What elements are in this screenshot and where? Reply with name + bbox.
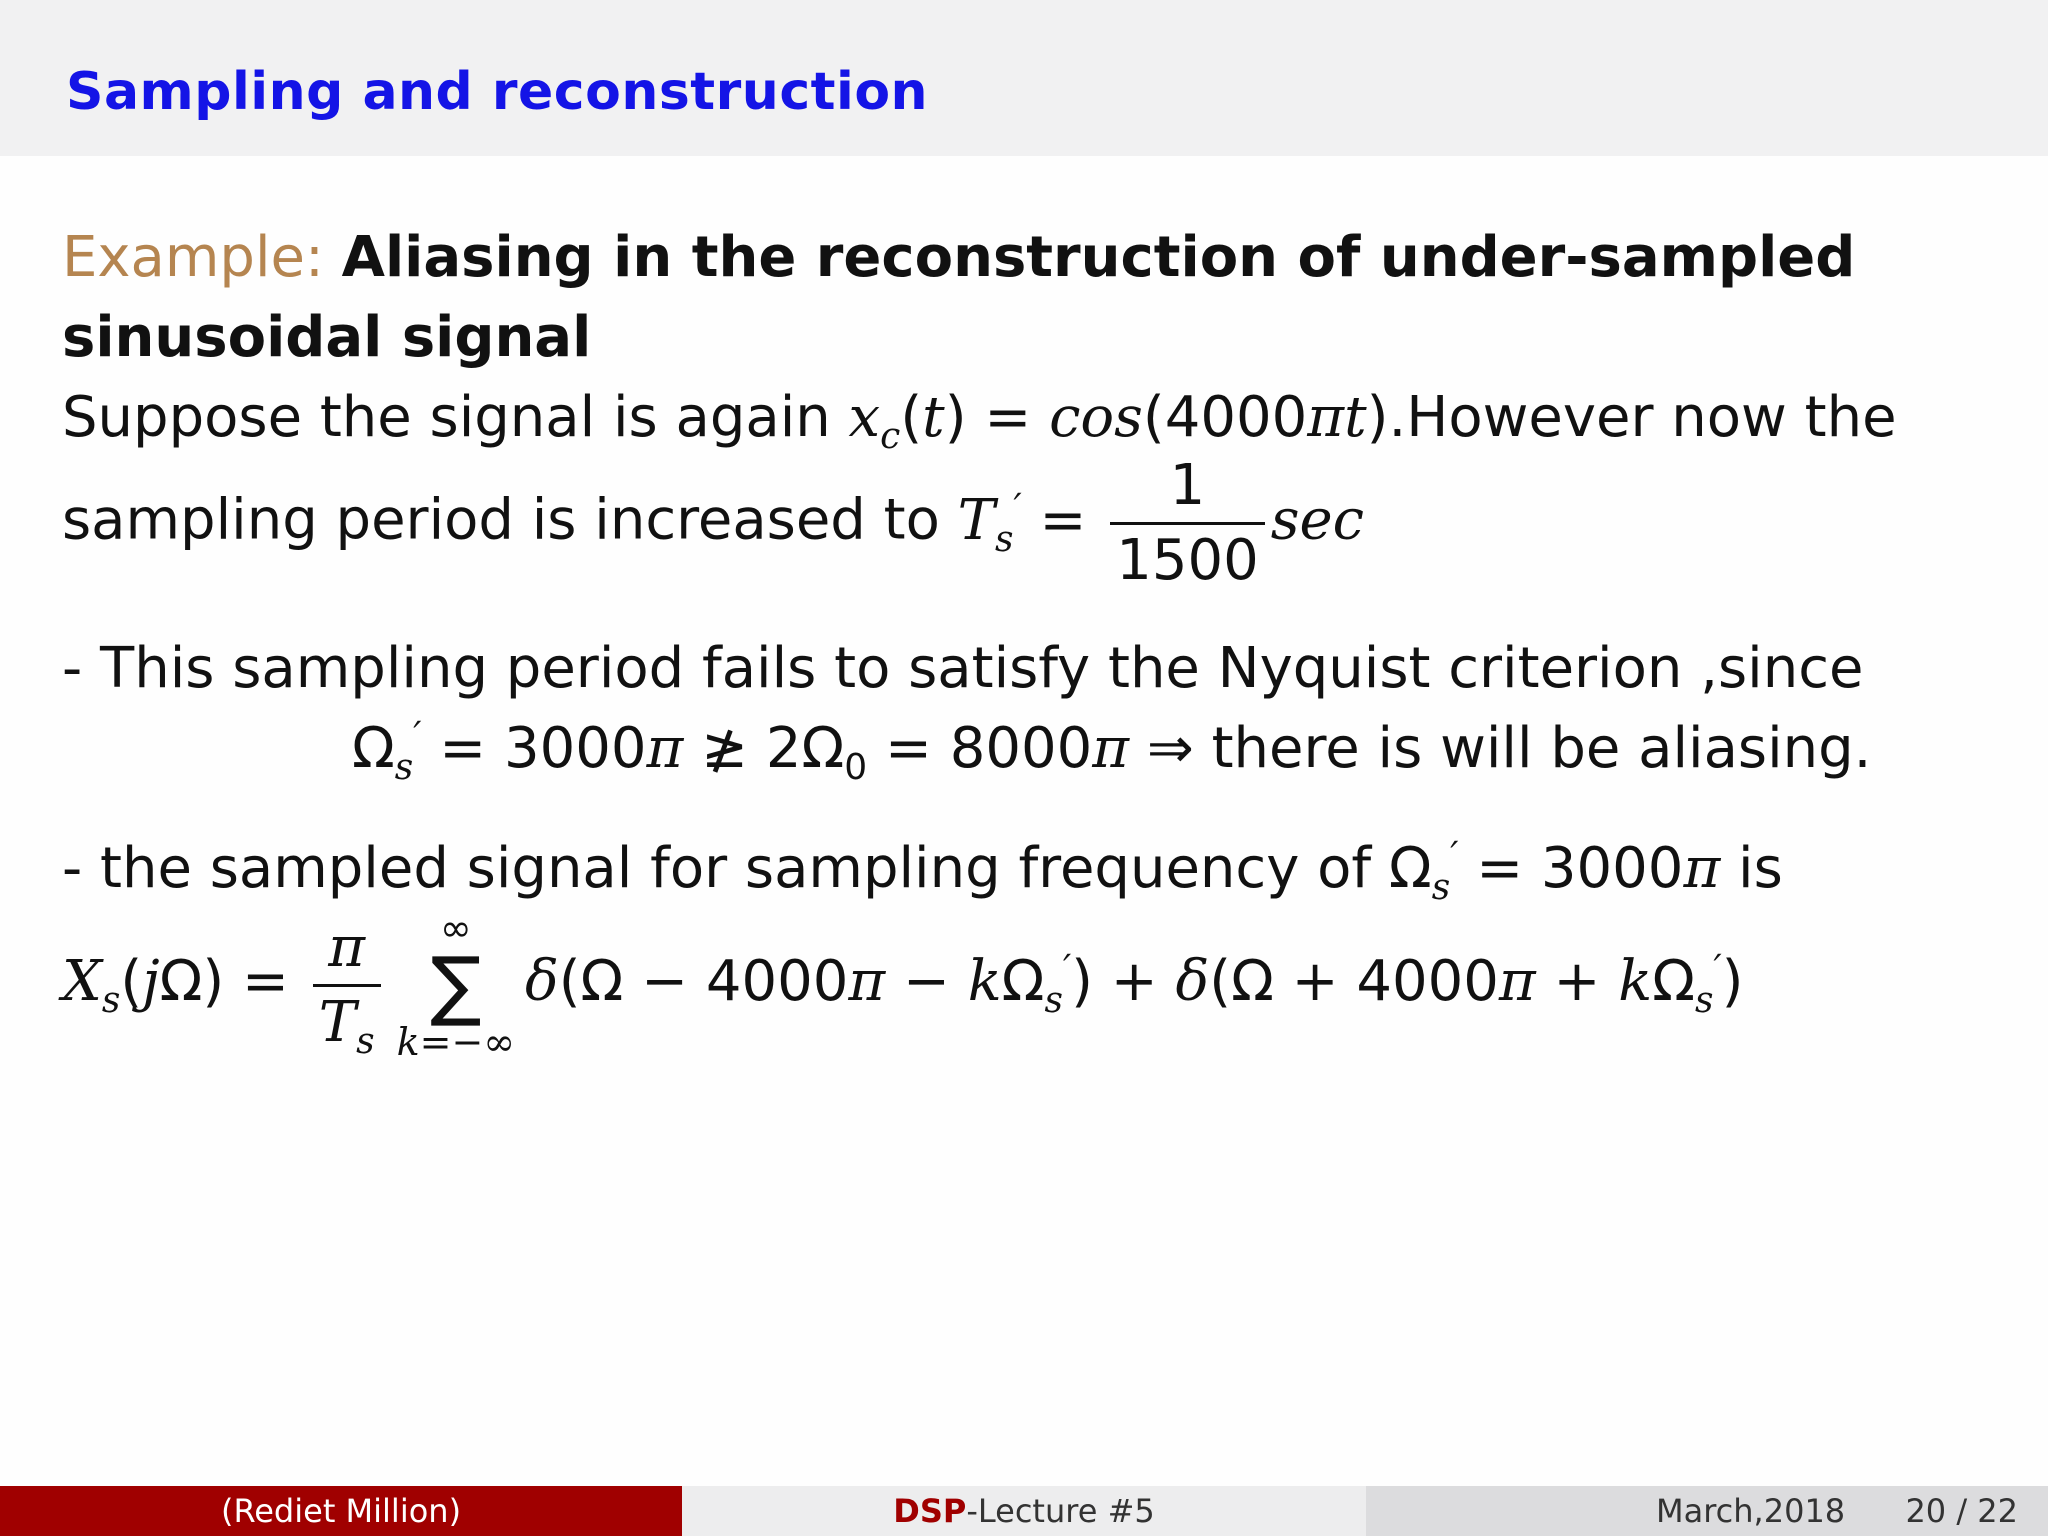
- footer-date: March,2018: [1656, 1492, 1846, 1530]
- fraction-denominator: 1500: [1110, 522, 1265, 589]
- bullet2-tail: is: [1720, 836, 1783, 901]
- example-title: Aliasing in the reconstruction of under-sampled sinusoidal signal: [62, 225, 1856, 370]
- example-label: Example:: [62, 225, 324, 290]
- footer-author: (Rediet Million): [0, 1486, 682, 1536]
- pi-over-ts: $\frac{\pi}{T_s}$: [313, 920, 381, 1051]
- sampling-frequency: $\Omega_s' = 3000\pi$: [1388, 835, 1721, 909]
- summation-operator: ∞ ∑ k=−∞: [396, 906, 515, 1064]
- footer-title-rest: -Lecture #5: [966, 1492, 1155, 1530]
- footer-page-number: 20 / 22: [1905, 1492, 2018, 1530]
- signal-text-pre: Suppose the signal is again: [62, 385, 849, 450]
- period-unit: sec: [1270, 487, 1364, 553]
- fraction-numerator: 1: [1169, 453, 1206, 518]
- footer-title-bold: DSP: [893, 1492, 967, 1530]
- period-fraction: [1110, 453, 1265, 593]
- slide-footer: [0, 1486, 2048, 1536]
- example-heading: [62, 218, 1962, 378]
- frame-title: Sampling and reconstruction: [66, 62, 929, 122]
- slide-content: [62, 218, 1962, 1064]
- nyquist-math: $\Omega_s' = 3000\pi$ ≱ $2\Omega_0 = 8000\pi$ ⇒: [352, 715, 1212, 789]
- spectrum-equation: $X_s(j\Omega)$ = $\frac{\pi}{T_s}$ ∞ ∑ k=−∞ $\delta(\Omega - 4000\pi - k\Omega_s') + \delta(\Omega + 4000\pi + k\Omega_s')$: [62, 906, 1744, 1064]
- signal-equation: $x_c(t) = \cos(4000\pi t)$: [848, 385, 1389, 458]
- footer-title: [682, 1486, 1366, 1536]
- sampling-text-pre: sampling period is increased to: [62, 487, 958, 553]
- slide-header: [0, 0, 2048, 156]
- signal-text-post: .However now the: [1388, 385, 1897, 450]
- bullet2-text: - the sampled signal for sampling frequency of: [62, 836, 1389, 901]
- footer-right: [1366, 1486, 2048, 1536]
- bullet-nyquist: - This sampling period fails to satisfy the Nyquist criterion ,since: [62, 636, 1864, 701]
- nyquist-conclusion: there is will be aliasing.: [1211, 716, 1872, 781]
- bullet-sampled-signal: [62, 829, 1962, 909]
- signal-statement: [62, 378, 1962, 458]
- sampling-period-line: [62, 453, 1962, 593]
- period-symbol: $T_s'$ =: [957, 486, 1105, 560]
- nyquist-equation: [62, 709, 1962, 789]
